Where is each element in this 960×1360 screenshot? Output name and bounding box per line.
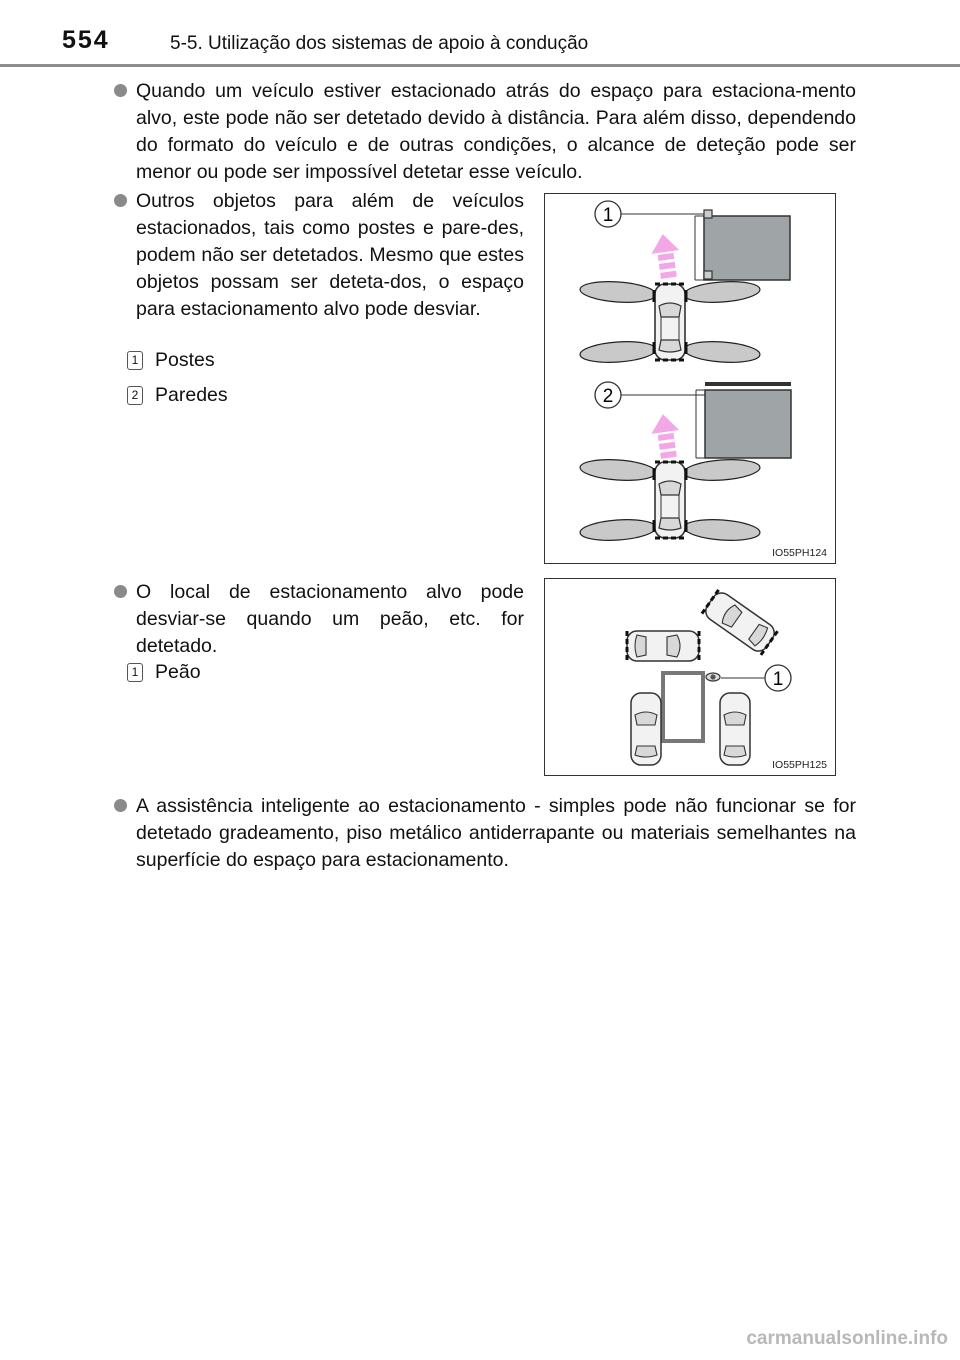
figure-1-illustration — [545, 194, 835, 563]
page-number: 554 — [62, 26, 110, 54]
legend-item-paredes — [127, 383, 228, 407]
bullet-icon — [114, 799, 127, 812]
bullet-paragraph-2 — [114, 188, 524, 323]
legend-number: 1 — [127, 351, 143, 370]
bullet-paragraph-4 — [114, 793, 856, 874]
bullet-icon — [114, 194, 127, 207]
callout-1-text: 1 — [602, 205, 614, 226]
bullet-icon — [114, 84, 127, 97]
pink-arrow-icon — [649, 412, 683, 459]
legend-item-postes — [127, 348, 215, 372]
car-icon — [654, 462, 686, 538]
legend-number: 2 — [127, 386, 143, 405]
figure-pedestrian — [544, 578, 836, 776]
bullet-icon — [114, 585, 127, 598]
bullet-paragraph-3 — [114, 579, 524, 660]
header-rule — [0, 64, 960, 67]
figure-2-illustration — [545, 579, 835, 775]
parking-wall-gray — [705, 390, 791, 458]
legend-item-peao — [127, 660, 201, 684]
post-marker — [704, 210, 712, 218]
watermark: carmanualsonline.info — [746, 1328, 948, 1349]
paragraph-text: A assistência inteligente ao estacionamento - simples pode não funcionar se for detetado gradeamento, piso metálico antiderrapante ou materiais semelhantes na superfície do espaço para estacionamento. — [136, 795, 856, 871]
moving-car-icon — [702, 589, 778, 655]
post-marker — [704, 271, 712, 279]
callout-1-text: 1 — [772, 669, 784, 690]
callout-2-text: 2 — [602, 386, 614, 407]
paragraph-text: Quando um veículo estiver estacionado atrás do espaço para estaciona-mento alvo, este pode não ser detetado devido à distância. Para além disso, dependendo do formato do veículo e de outras condições, o alcance de deteção pode ser menor ou pode ser impossível detetar esse veículo. — [136, 80, 856, 183]
legend-label: Postes — [155, 349, 215, 371]
bullet-paragraph-1 — [114, 78, 856, 186]
legend-number: 1 — [127, 663, 143, 682]
paragraph-text: O local de estacionamento alvo pode desviar-se quando um peão, etc. for detetado. — [136, 581, 524, 657]
moving-car-icon — [627, 631, 699, 661]
parked-car-icon — [631, 693, 661, 765]
target-parking-frame — [663, 673, 703, 741]
legend-label: Paredes — [155, 384, 228, 406]
pedestrian-icon — [706, 673, 720, 681]
pink-arrow-icon — [649, 232, 683, 279]
parked-car-icon — [720, 693, 750, 765]
parking-wall-gray — [704, 216, 790, 280]
figure-code: IO55PH124 — [772, 547, 827, 559]
paragraph-text: Outros objetos para além de veículos estacionados, tais como postes e pare-des, podem não ser detetados. Mesmo que estes objetos possam ser deteta-dos, o espaço para estacionamento alvo pode desviar. — [136, 190, 524, 320]
car-icon — [654, 284, 686, 360]
figure-code: IO55PH125 — [772, 759, 827, 771]
legend-label: Peão — [155, 661, 201, 683]
section-title: 5-5. Utilização dos sistemas de apoio à condução — [170, 33, 589, 54]
figure-posts-walls — [544, 193, 836, 564]
